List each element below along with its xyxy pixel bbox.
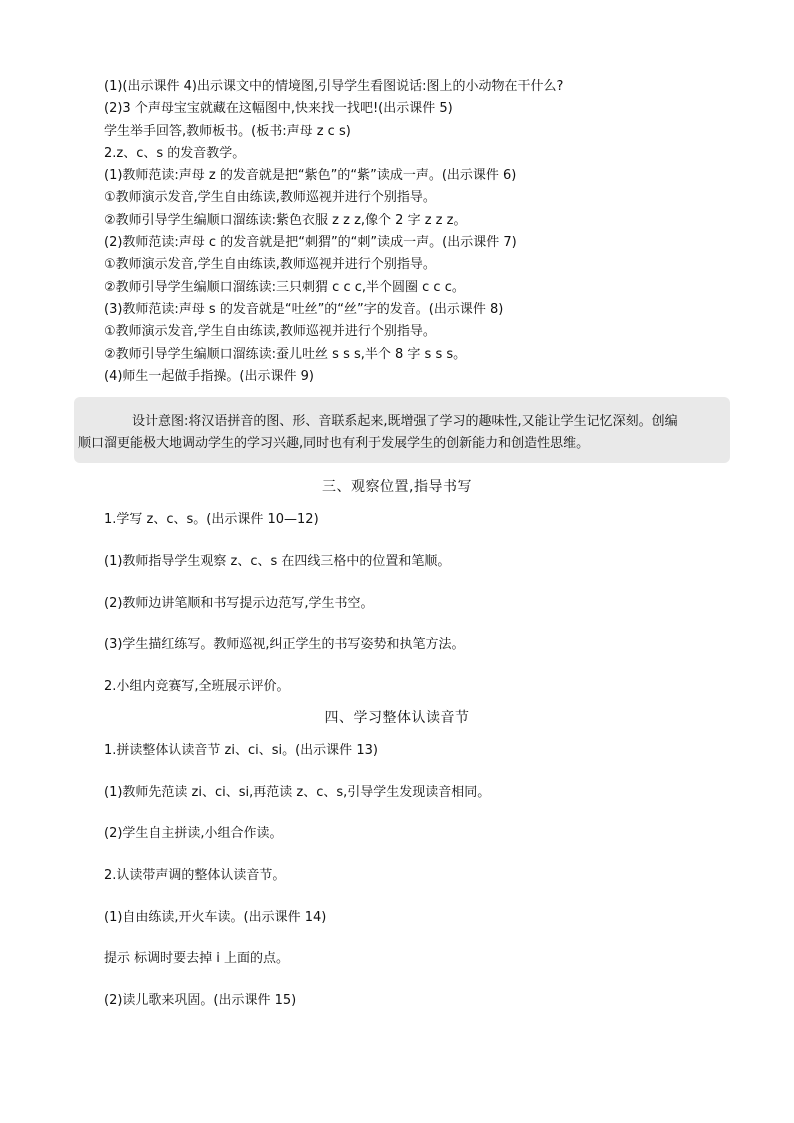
text-line: (1)自由练读,开火车读。(出示课件 14) (104, 910, 327, 925)
text-line: (1)教师先范读 zi、ci、si,再范读 z、c、s,引导学生发现读音相同。 (104, 785, 491, 800)
text-line: ①教师演示发音,学生自由练读,教师巡视并进行个别指导。 (104, 257, 436, 272)
text-line: (2)教师范读:声母 c 的发音就是把“刺猬”的“刺”读成一声。(出示课件 7) (104, 235, 517, 250)
text-line: ①教师演示发音,学生自由练读,教师巡视并进行个别指导。 (104, 190, 436, 205)
text-line: ②教师引导学生编顺口溜练读:蚕儿吐丝 s s s,半个 8 字 s s s。 (104, 347, 467, 362)
text-line: 1.学写 z、c、s。(出示课件 10—12) (104, 512, 319, 527)
design-intent-callout (74, 397, 730, 463)
text-line: ①教师演示发音,学生自由练读,教师巡视并进行个别指导。 (104, 324, 436, 339)
text-line: 2.认读带声调的整体认读音节。 (104, 868, 286, 883)
text-line: 1.拼读整体认读音节 zi、ci、si。(出示课件 13) (104, 743, 378, 758)
text-line: (4)师生一起做手指操。(出示课件 9) (104, 369, 314, 384)
text-line: (2)读儿歌来巩固。(出示课件 15) (104, 993, 297, 1008)
text-line: 学生举手回答,教师板书。(板书:声母 z c s) (104, 124, 351, 139)
text-line: 2.z、c、s 的发音教学。 (104, 146, 246, 161)
text-line: (2)学生自主拼读,小组合作读。 (104, 826, 283, 841)
text-line: (1)(出示课件 4)出示课文中的情境图,引导学生看图说话:图上的小动物在干什么? (104, 79, 564, 94)
text-line: ②教师引导学生编顺口溜练读:三只刺猬 c c c,半个圆圈 c c c。 (104, 280, 465, 295)
text-line: (2)3 个声母宝宝就藏在这幅图中,快来找一找吧!(出示课件 5) (104, 101, 453, 116)
section-heading: 三、观察位置,指导书写 (322, 479, 472, 495)
text-line: (3)学生描红练写。教师巡视,纠正学生的书写姿势和执笔方法。 (104, 637, 465, 652)
text-line: (1)教师范读:声母 z 的发音就是把“紫色”的“紫”读成一声。(出示课件 6) (104, 168, 517, 183)
text-line: (2)教师边讲笔顺和书写提示边范写,学生书空。 (104, 596, 374, 611)
text-line: ②教师引导学生编顺口溜练读:紫色衣服 z z z,像个 2 字 z z z。 (104, 213, 467, 228)
text-line: 提示 标调时要去掉 i 上面的点。 (104, 951, 290, 966)
callout-line: 设计意图:将汉语拼音的图、形、音联系起来,既增强了学习的趣味性,又能让学生记忆深刻。创编 (132, 414, 678, 429)
text-line: 2.小组内竞赛写,全班展示评价。 (104, 679, 290, 694)
section-heading: 四、学习整体认读音节 (324, 710, 470, 726)
text-line: (1)教师指导学生观察 z、c、s 在四线三格中的位置和笔顺。 (104, 554, 451, 569)
text-line: (3)教师范读:声母 s 的发音就是“吐丝”的“丝”字的发音。(出示课件 8) (104, 302, 504, 317)
callout-line: 顺口溜更能极大地调动学生的学习兴趣,同时也有利于发展学生的创新能力和创造性思维。 (78, 436, 590, 451)
